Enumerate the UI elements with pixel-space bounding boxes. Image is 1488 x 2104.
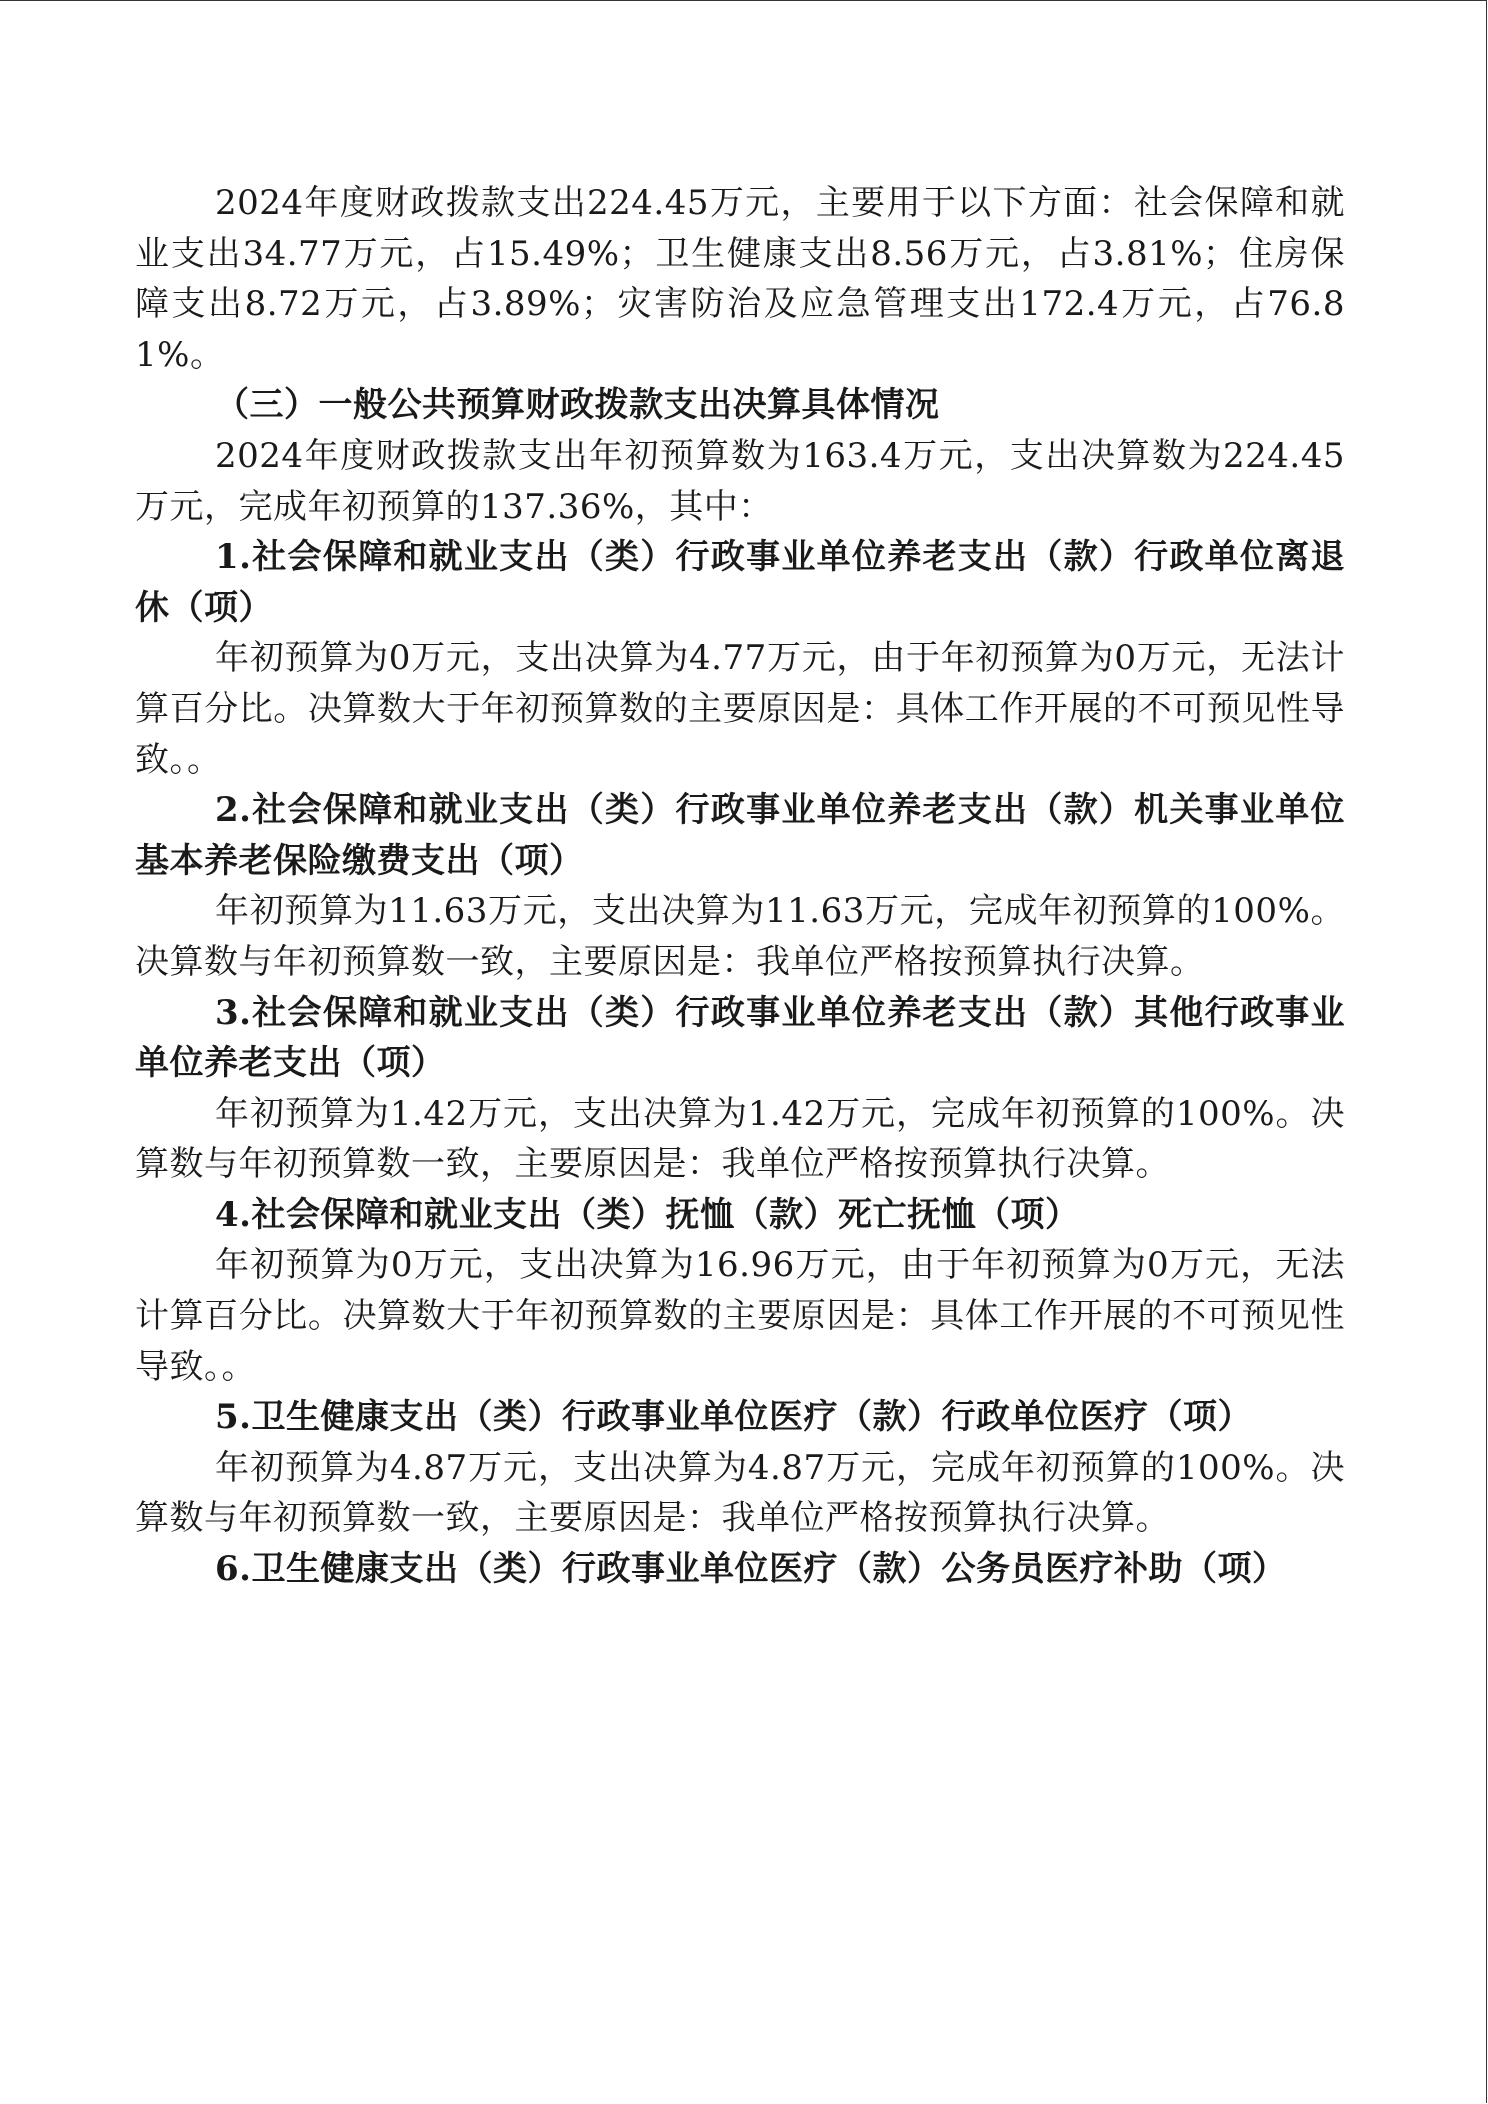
paragraph-budget-overview: 2024年度财政拨款支出年初预算数为163.4万元，支出决算数为224.45万元，完成年初预算的137.36%，其中： [135, 435, 1345, 527]
item-paragraph-4: 年初预算为0万元，支出决算为16.96万元，由于年初预算为0万元，无法计算百分比。决算数大于年初预算数的主要原因是：具体工作开展的不可预见性导致。。 [135, 1245, 1345, 1387]
item-heading-5: 5.卫生健康支出（类）行政事业单位医疗（款）行政单位医疗（项） [215, 1397, 1252, 1438]
item-paragraph-3: 年初预算为1.42万元，支出决算为1.42万元，完成年初预算的100%。决算数与年初预算数一致，主要原因是：我单位严格按预算执行决算。 [135, 1093, 1345, 1185]
item-paragraph-1: 年初预算为0万元，支出决算为4.77万元，由于年初预算为0万元，无法计算百分比。决算数大于年初预算数的主要原因是：具体工作开展的不可预见性导致。。 [135, 638, 1345, 780]
item-heading-4: 4.社会保障和就业支出（类）抚恤（款）死亡抚恤（项） [215, 1194, 1080, 1235]
document-body [135, 178, 1345, 1595]
item-heading-3: 3.社会保障和就业支出（类）行政事业单位养老支出（款）其他行政事业单位养老支出（项） [135, 992, 1345, 1084]
item-paragraph-5: 年初预算为4.87万元，支出决算为4.87万元，完成年初预算的100%。决算数与年初预算数一致，主要原因是：我单位严格按预算执行决算。 [135, 1447, 1345, 1539]
section-heading-3: （三）一般公共预算财政拨款支出决算具体情况 [215, 385, 940, 426]
item-heading-1: 1.社会保障和就业支出（类）行政事业单位养老支出（款）行政单位离退休（项） [135, 537, 1345, 628]
item-heading-2: 2.社会保障和就业支出（类）行政事业单位养老支出（款）机关事业单位基本养老保险缴费支出（项） [135, 790, 1345, 881]
item-heading-6: 6.卫生健康支出（类）行政事业单位医疗（款）公务员医疗补助（项） [215, 1549, 1287, 1590]
paragraph-expenditure-summary: 2024年度财政拨款支出224.45万元，主要用于以下方面：社会保障和就业支出34.77万元，占15.49%；卫生健康支出8.56万元，占3.81%；住房保障支出8.72万元，占3.89%；灾害防治及应急管理支出172.4万元，占76.81%。 [135, 183, 1345, 375]
item-paragraph-2: 年初预算为11.63万元，支出决算为11.63万元，完成年初预算的100%。决算数与年初预算数一致，主要原因是：我单位严格按预算执行决算。 [135, 891, 1345, 982]
